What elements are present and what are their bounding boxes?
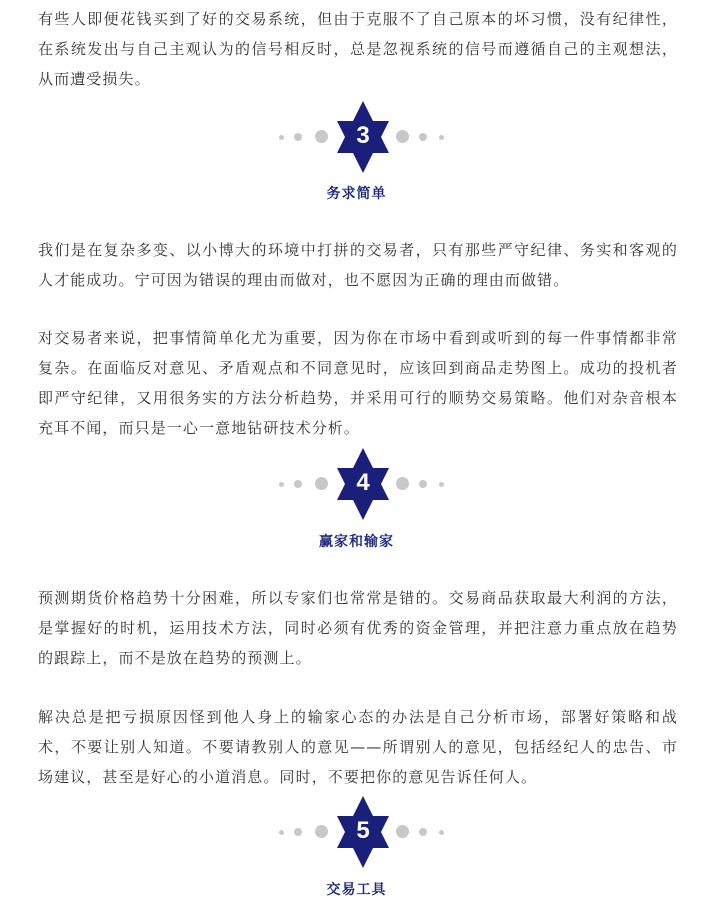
paragraph-intro: 有些人即便花钱买到了好的交易系统，但由于克服不了自己原本的坏习惯，没有纪律性，在系统发出与自己主观认为的信号相反时，总是忽视系统的信号而遵循自己的主观想法，从而遭受损失。 bbox=[38, 10, 678, 88]
divider-dot bbox=[294, 828, 302, 836]
section-heading-5: 交易工具 bbox=[326, 882, 387, 898]
section-divider-3 bbox=[0, 101, 713, 173]
divider-dot bbox=[419, 828, 427, 836]
star-of-david-icon bbox=[333, 796, 393, 868]
section-divider-5 bbox=[0, 796, 713, 868]
divider-dot bbox=[396, 825, 409, 838]
paragraph-section3-2: 对交易者来说，把事情简单化尤为重要，因为你在市场中看到或听到的每一件事情都非常复杂。在面临反对意见、矛盾观点和不同意见时，应该回到商品走势图上。成功的投机者即严守纪律，又用很务实的方法分析趋势，并采用可行的顺势交易策略。他们对杂音根本充耳不闻，而只是一心一意地钻研技术分析。 bbox=[38, 329, 678, 437]
divider-dot bbox=[315, 825, 328, 838]
divider-dot bbox=[279, 135, 284, 140]
section-number: 5 bbox=[356, 817, 370, 844]
section-divider-4 bbox=[0, 448, 713, 520]
divider-dot bbox=[396, 477, 409, 490]
divider-dot bbox=[439, 830, 444, 835]
divider-dot bbox=[315, 477, 328, 490]
divider-dot bbox=[439, 135, 444, 140]
paragraph-section4-1: 预测期货价格趋势十分困难，所以专家们也常常是错的。交易商品获取最大利润的方法，是掌握好的时机，运用技术方法，同时必须有优秀的资金管理，并把注意力重点放在趋势的跟踪上，而不是放在趋势的预测上。 bbox=[38, 589, 678, 667]
divider-dot bbox=[396, 130, 409, 143]
paragraph-section4-2: 解决总是把亏损原因怪到他人身上的输家心态的办法是自己分析市场，部署好策略和战术，不要让别人知道。不要请教别人的意见——所谓别人的意见，包括经纪人的忠告、市场建议，甚至是好心的小道消息。同时，不要把你的意见告诉任何人。 bbox=[38, 708, 678, 786]
divider-dot bbox=[294, 480, 302, 488]
divider-dot bbox=[439, 482, 444, 487]
paragraph-section3-1: 我们是在复杂多变、以小博大的环境中打拼的交易者，只有那些严守纪律、务实和客观的人才能成功。宁可因为错误的理由而做对，也不愿因为正确的理由而做错。 bbox=[38, 241, 678, 289]
divider-dot bbox=[294, 133, 302, 141]
section-number: 3 bbox=[356, 122, 370, 149]
section-heading-4: 赢家和输家 bbox=[319, 534, 394, 550]
section-heading-3: 务求简单 bbox=[326, 186, 387, 202]
star-of-david-icon bbox=[333, 101, 393, 173]
divider-dot bbox=[279, 830, 284, 835]
divider-dot bbox=[315, 130, 328, 143]
divider-dot bbox=[419, 133, 427, 141]
section-number: 4 bbox=[356, 469, 370, 496]
divider-dot bbox=[419, 480, 427, 488]
divider-dot bbox=[279, 482, 284, 487]
star-of-david-icon bbox=[333, 448, 393, 520]
